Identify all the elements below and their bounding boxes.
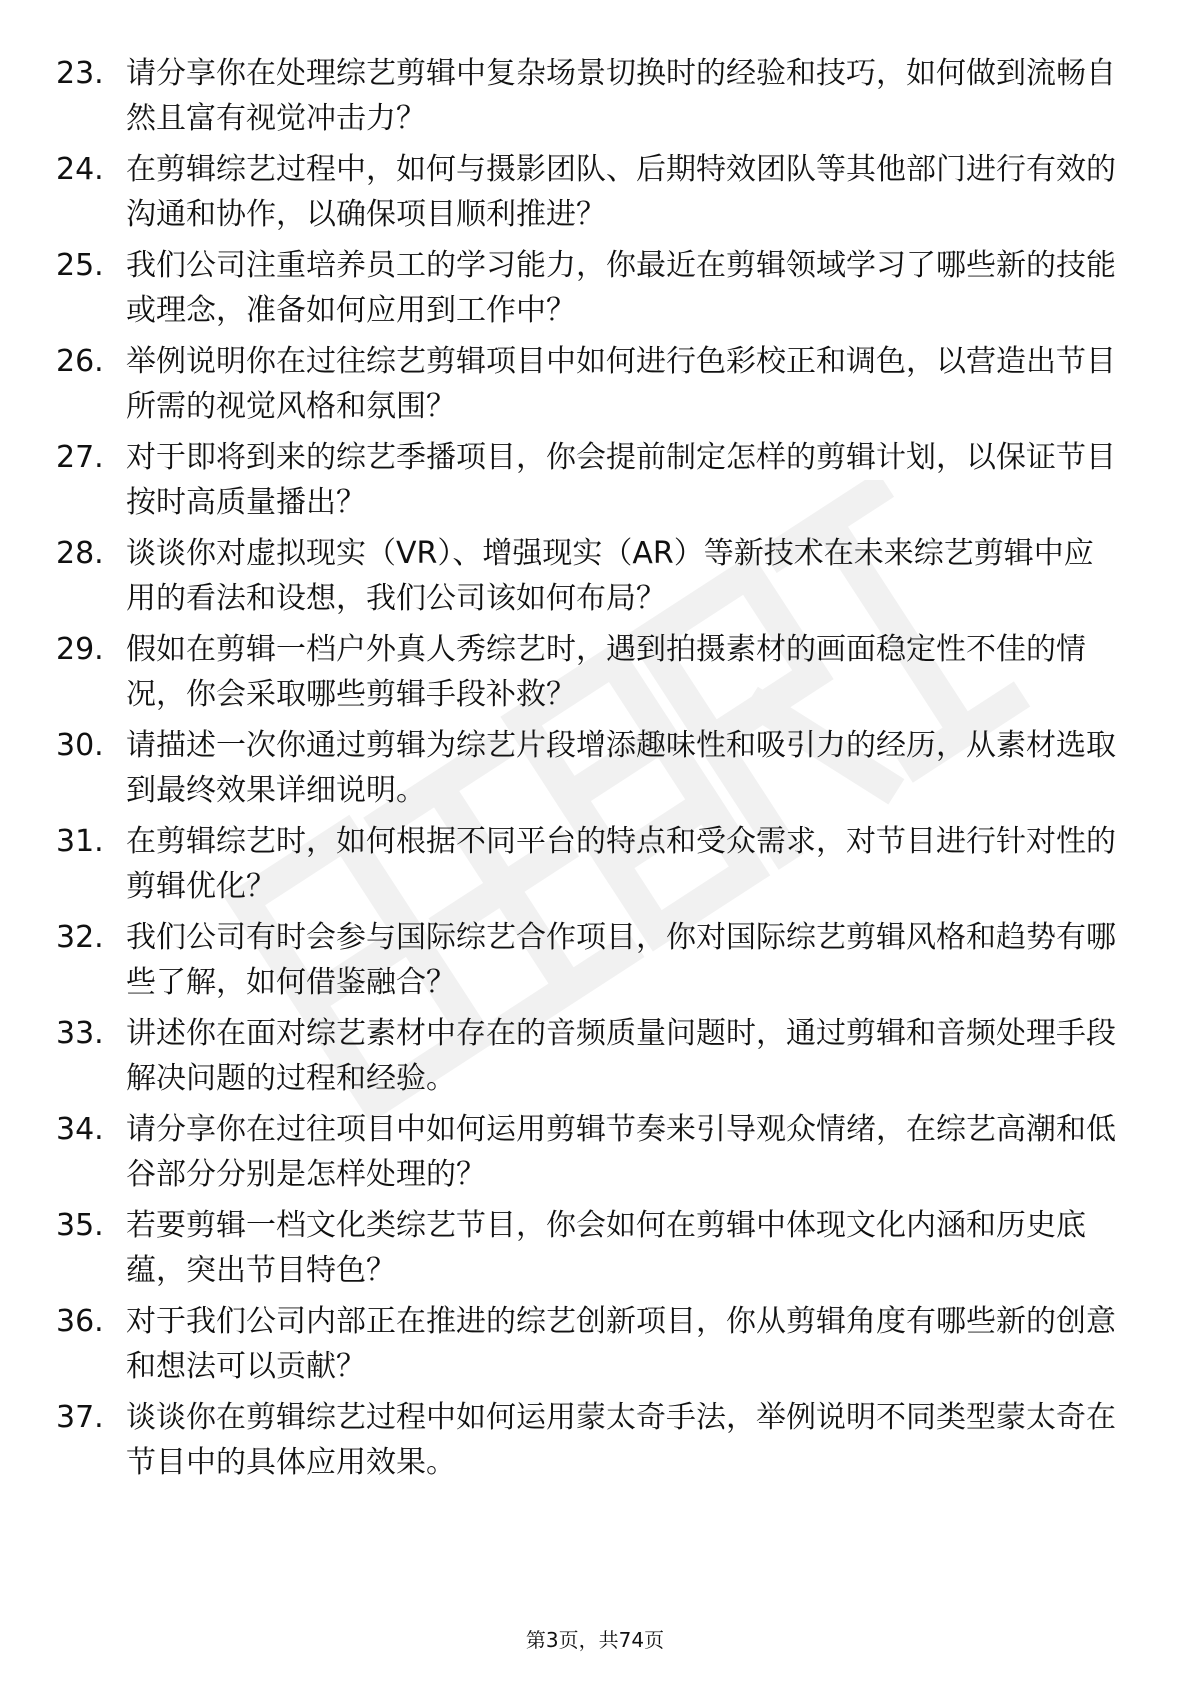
question-number: 32.: [56, 920, 104, 955]
list-item: [0, 147, 1190, 247]
question-text: 谈谈你在剪辑综艺过程中如何运用蒙太奇手法，举例说明不同类型蒙太奇在节目中的具体应用效果。: [126, 1400, 1116, 1480]
list-item: [0, 1203, 1190, 1303]
list-item: [0, 723, 1190, 823]
list-item: [0, 1299, 1190, 1399]
question-number: 33.: [56, 1016, 104, 1051]
list-item: [0, 819, 1190, 919]
list-item: [0, 1011, 1190, 1111]
list-item: [0, 339, 1190, 439]
question-number: 25.: [56, 248, 104, 283]
question-text: 对于即将到来的综艺季播项目，你会提前制定怎样的剪辑计划，以保证节目按时高质量播出？: [126, 440, 1116, 520]
question-number: 26.: [56, 344, 104, 379]
question-text: 我们公司有时会参与国际综艺合作项目，你对国际综艺剪辑风格和趋势有哪些了解，如何借鉴融合？: [126, 920, 1116, 1000]
question-text: 谈谈你对虚拟现实（VR）、增强现实（AR）等新技术在未来综艺剪辑中应用的看法和设想，我们公司该如何布局？: [126, 536, 1094, 616]
question-text: 假如在剪辑一档户外真人秀综艺时，遇到拍摄素材的画面稳定性不佳的情况，你会采取哪些剪辑手段补救？: [126, 632, 1086, 712]
question-number: 23.: [56, 56, 104, 91]
question-number: 31.: [56, 824, 104, 859]
list-item: [0, 915, 1190, 1015]
question-text: 在剪辑综艺时，如何根据不同平台的特点和受众需求，对节目进行针对性的剪辑优化？: [126, 824, 1116, 904]
question-number: 35.: [56, 1208, 104, 1243]
question-number: 29.: [56, 632, 104, 667]
question-text: 举例说明你在过往综艺剪辑项目中如何进行色彩校正和调色，以营造出节目所需的视觉风格和氛围？: [126, 344, 1116, 424]
question-number: 36.: [56, 1304, 104, 1339]
question-number: 34.: [56, 1112, 104, 1147]
page-footer: 第3页，共74页: [525, 1628, 665, 1652]
question-text: 请描述一次你通过剪辑为综艺片段增添趣味性和吸引力的经历，从素材选取到最终效果详细说明。: [126, 728, 1116, 808]
question-text: 在剪辑综艺过程中，如何与摄影团队、后期特效团队等其他部门进行有效的沟通和协作，以确保项目顺利推进？: [126, 152, 1116, 232]
question-text: 若要剪辑一档文化类综艺节目，你会如何在剪辑中体现文化内涵和历史底蕴，突出节目特色？: [126, 1208, 1086, 1288]
list-item: [0, 435, 1190, 535]
question-number: 24.: [56, 152, 104, 187]
list-item: [0, 1395, 1190, 1495]
list-item: [0, 1107, 1190, 1207]
question-number: 37.: [56, 1400, 104, 1435]
question-text: 对于我们公司内部正在推进的综艺创新项目，你从剪辑角度有哪些新的创意和想法可以贡献？: [126, 1304, 1116, 1384]
question-number: 30.: [56, 728, 104, 763]
list-item: [0, 51, 1190, 151]
question-text: 我们公司注重培养员工的学习能力，你最近在剪辑领域学习了哪些新的技能或理念，准备如何应用到工作中？: [126, 248, 1116, 328]
question-text: 请分享你在处理综艺剪辑中复杂场景切换时的经验和技巧，如何做到流畅自然且富有视觉冲击力？: [126, 56, 1116, 136]
question-number: 27.: [56, 440, 104, 475]
list-item: [0, 531, 1190, 631]
list-item: [0, 243, 1190, 343]
question-text: 请分享你在过往项目中如何运用剪辑节奏来引导观众情绪，在综艺高潮和低谷部分分别是怎样处理的？: [126, 1112, 1116, 1192]
list-item: [0, 627, 1190, 727]
question-number: 28.: [56, 536, 104, 571]
question-text: 讲述你在面对综艺素材中存在的音频质量问题时，通过剪辑和音频处理手段解决问题的过程和经验。: [126, 1016, 1116, 1096]
